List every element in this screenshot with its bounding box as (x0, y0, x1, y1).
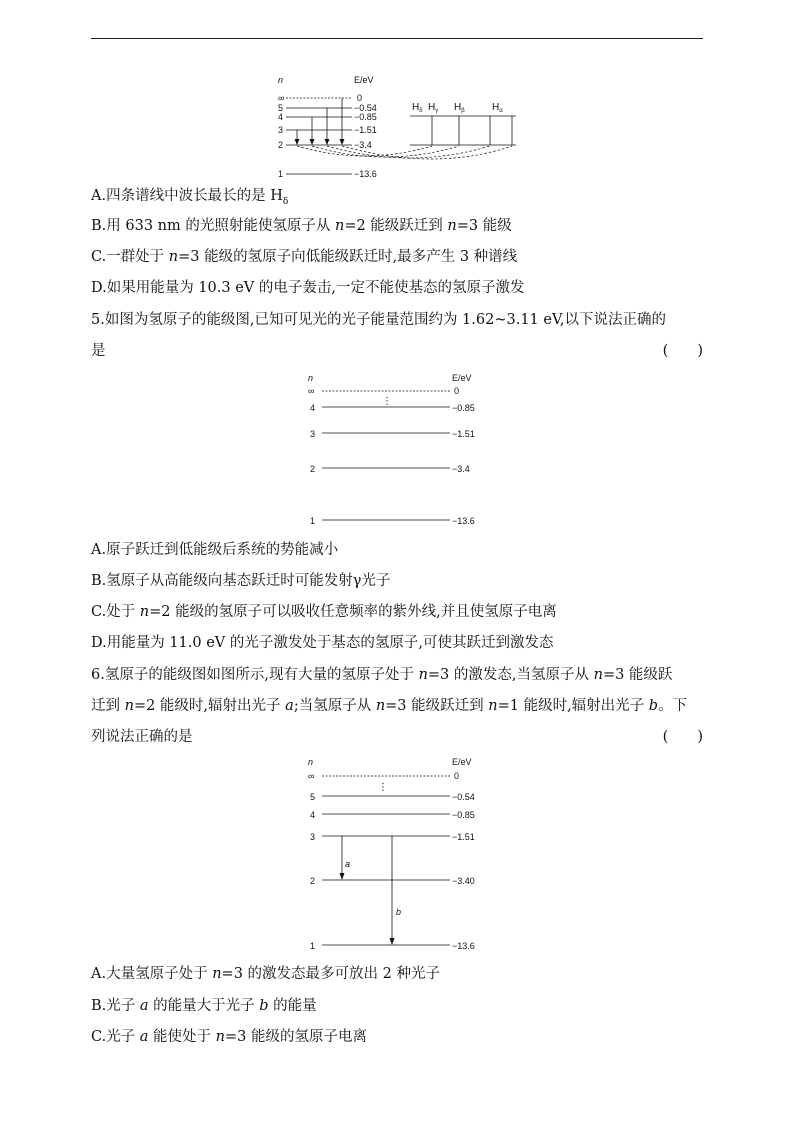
fig1-spectral-lines (432, 116, 512, 145)
fig2-e-1: −13.6 (452, 516, 475, 526)
fig2-n-inf: ∞ (308, 386, 315, 396)
q5-stem-line2: 是 ( ) (91, 343, 703, 359)
fig1-n-2: 2 (278, 140, 284, 150)
fig3-n-label: n (308, 757, 314, 767)
fig3-e-inf: 0 (454, 771, 460, 781)
fig3-label-b: b (396, 907, 402, 917)
fig3-e-5: −0.54 (452, 792, 475, 802)
fig2-e-4: −0.85 (452, 403, 475, 413)
fig1-e-inf: 0 (357, 93, 363, 103)
q5-option-a: A.原子跃迁到低能级后系统的势能减小 (91, 542, 339, 558)
fig1-n-3: 3 (278, 125, 284, 135)
fig1-n-inf: ∞ (278, 93, 285, 103)
fig1-e-5: −0.54 (354, 103, 377, 113)
fig1-e-1: −13.6 (354, 169, 377, 179)
fig3-arrow-b-head (390, 938, 395, 945)
fig2-n-1: 1 (310, 516, 316, 526)
fig1-n-1: 1 (278, 169, 284, 179)
fig3-label-a: a (345, 859, 351, 869)
q4-option-d: D.如果用能量为 10.3 eV 的电子轰击,一定不能使基态的氢原子激发 (91, 280, 525, 296)
q6-stem-line1: 6.氢原子的能级图如图所示,现有大量的氢原子处于 n=3 的激发态,当氢原子从 n=3 能级跃 (91, 667, 673, 683)
q4-option-a: A.四条谱线中波长最长的是 $H_\delta$ (91, 188, 289, 207)
fig2-n-4: 4 (310, 403, 316, 413)
fig3-e-2: −3.40 (452, 876, 475, 886)
fig2-e-inf: 0 (454, 386, 460, 396)
fig1-arrow-heads (295, 139, 345, 145)
fig1-e-2: −3.4 (354, 140, 372, 150)
fig2-e-label: E/eV (452, 373, 472, 383)
fig1-line-gamma: $H_\gamma$ (428, 102, 439, 114)
q6-stem-line2: 迁到 n=2 能级时,辐射出光子 a;当氢原子从 n=3 能级跃迁到 n=1 能级时,辐射出光子 b。下 (91, 698, 688, 714)
fig2-n-2: 2 (310, 464, 316, 474)
fig2-n-3: 3 (310, 429, 316, 439)
q5-option-d: D.用能量为 11.0 eV 的光子激发处于基态的氢原子,可使其跃迁到激发态 (91, 635, 554, 651)
q6-stem-line3: 列说法正确的是 ( ) (91, 729, 703, 745)
fig1-transition-arrows (297, 98, 342, 143)
header-rule (91, 38, 703, 39)
q4-option-b: B.用 633 nm 的光照射能使氢原子从 n=2 能级跃迁到 n=3 能级 (91, 218, 512, 234)
fig3-arrow-a-head (340, 873, 345, 880)
fig1-e-label: E/eV (354, 75, 374, 85)
fig3-n-1: 1 (310, 941, 316, 951)
fig3-e-3: −1.51 (452, 832, 475, 842)
fig2-n-label: n (308, 373, 314, 383)
fig3-e-label: E/eV (452, 757, 472, 767)
fig2-e-2: −3.4 (452, 464, 470, 474)
fig1-n-label: n (278, 75, 284, 85)
fig3-e-1: −13.6 (452, 941, 475, 951)
fig2-e-3: −1.51 (452, 429, 475, 439)
fig1-e-4: −0.85 (354, 112, 377, 122)
q6-option-b: B.光子 a 的能量大于光子 b 的能量 (91, 998, 317, 1014)
q5-option-c: C.处于 n=2 能级的氢原子可以吸收任意频率的紫外线,并且使氢原子电离 (91, 604, 557, 620)
fig1-e-3: −1.51 (354, 125, 377, 135)
fig1-n-5: 5 (278, 103, 284, 113)
q6-option-a: A.大量氢原子处于 n=3 的激发态最多可放出 2 种光子 (91, 966, 440, 982)
fig3-n-inf: ∞ (308, 771, 315, 781)
fig3-dots: ⋮ (378, 782, 388, 793)
figure-hydrogen-spectrum (270, 72, 530, 184)
q5-answer-paren: ( ) (662, 343, 703, 359)
q6-option-c: C.光子 a 能使处于 n=3 能级的氢原子电离 (91, 1029, 367, 1045)
fig3-n-2: 2 (310, 876, 316, 886)
fig1-line-delta: $H_\delta$ (412, 102, 423, 114)
fig3-n-3: 3 (310, 832, 316, 842)
q4-option-c: C.一群处于 n=3 能级的氢原子向低能级跃迁时,最多产生 3 种谱线 (91, 249, 518, 265)
fig2-dots: ⋮ (382, 396, 392, 407)
fig1-line-beta: $H_\beta$ (454, 102, 465, 114)
fig1-dashed-curves (297, 146, 512, 159)
q6-answer-paren: ( ) (662, 729, 703, 745)
fig3-n-4: 4 (310, 810, 316, 820)
q5-stem-line1: 5.如图为氢原子的能级图,已知可见光的光子能量范围约为 1.62~3.11 eV,以下说法正确的 (91, 312, 667, 328)
q5-option-b: B.氢原子从高能级向基态跃迁时可能发射γ光子 (91, 573, 391, 589)
fig3-n-5: 5 (310, 792, 316, 802)
fig3-e-4: −0.85 (452, 810, 475, 820)
fig1-n-4: 4 (278, 112, 284, 122)
figure-q6-energy-levels (304, 754, 504, 958)
fig1-line-alpha: $H_\alpha$ (492, 102, 503, 114)
figure-q5-energy-levels (304, 370, 504, 530)
